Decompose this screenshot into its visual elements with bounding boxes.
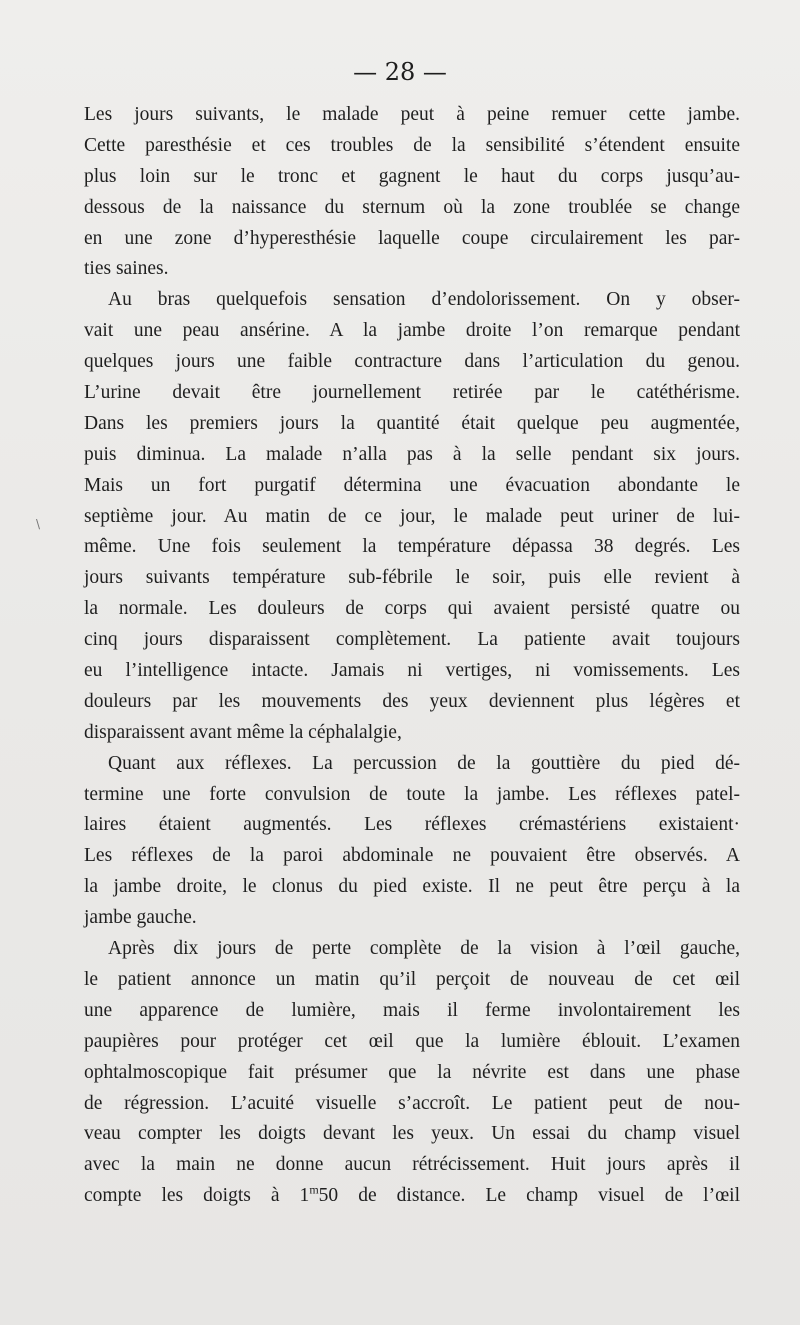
text-line: même. Une fois seulement la température dépassa 38 degrés. Les [84,536,740,558]
text-line: la normale. Les douleurs de corps qui avaient persisté quatre ou [84,598,740,620]
text-line: plus loin sur le tronc et gagnent le haut du corps jusqu’au- [84,165,740,187]
text-line: septième jour. Au matin de ce jour, le malade peut uriner de lui- [84,505,740,527]
text-line: Cette paresthésie et ces troubles de la sensibilité s’étendent ensuite [84,134,740,156]
text-line: jambe gauche. [84,907,197,929]
text-line: avec la main ne donne aucun rétrécissement. Huit jours après il [84,1154,740,1176]
text-line: douleurs par les mouvements des yeux deviennent plus légères et [84,690,740,712]
text-line: ophtalmoscopique fait présumer que la névrite est dans une phase [84,1061,740,1083]
text-line: une apparence de lumière, mais il ferme involontairement les [84,999,740,1021]
text-line: Au bras quelquefois sensation d’endolorissement. On y obser- [108,289,740,311]
text-line: cinq jours disparaissent complètement. La patiente avait toujours [84,629,740,651]
text-line: Dans les premiers jours la quantité était quelque peu augmentée, [84,412,740,434]
text-line: L’urine devait être journellement retirée par le catéthérisme. [84,382,740,404]
body-text [84,100,740,1212]
text-line: puis diminua. La malade n’alla pas à la selle pendant six jours. [84,443,740,465]
text-line: jours suivants température sub-fébrile le soir, puis elle revient à [84,567,740,589]
text-fragment: 50 de distance. Le champ visuel de l’œil [318,1185,740,1207]
text-line: la jambe droite, le clonus du pied existe. Il ne peut être perçu à la [84,876,740,898]
text-line: paupières pour protéger cet œil que la lumière éblouit. L’examen [84,1030,740,1052]
text-line: termine une forte convulsion de toute la jambe. Les réflexes patel- [84,783,740,805]
text-line: le patient annonce un matin qu’il perçoit de nouveau de cet œil [84,968,740,990]
text-line: ties saines. [84,258,169,280]
text-line: veau compter les doigts devant les yeux. Un essai du champ visuel [84,1123,740,1145]
text-line: disparaissent avant même la céphalalgie, [84,721,402,743]
text-line: dessous de la naissance du sternum où la zone troublée se change [84,196,740,218]
text-line: vait une peau ansérine. A la jambe droite l’on remarque pendant [84,320,740,342]
text-line: Les jours suivants, le malade peut à peine remuer cette jambe. [84,104,740,125]
text-line: Les réflexes de la paroi abdominale ne pouvaient être observés. A [84,845,740,867]
text-line: de régression. L’acuité visuelle s’accroît. Le patient peut de nou- [84,1092,740,1114]
text-fragment: compte les doigts à 1 [84,1185,310,1207]
text-line: quelques jours une faible contracture dans l’articulation du genou. [84,351,740,373]
text-line: laires étaient augmentés. Les réflexes crémastériens existaient· [84,814,740,836]
text-line-last [84,1181,740,1212]
text-line: Mais un fort purgatif détermina une évacuation abondante le [84,474,740,496]
text-line: Quant aux réflexes. La percussion de la gouttière du pied dé- [108,752,740,774]
superscript-unit: m [309,1182,319,1197]
text-line: eu l’intelligence intacte. Jamais ni vertiges, ni vomissements. Les [84,660,740,682]
page-number: — 28 — [353,58,447,86]
text-line: en une zone d’hyperesthésie laquelle coupe circulairement les par- [84,227,740,249]
margin-mark: \ [36,517,41,531]
text-line: Après dix jours de perte complète de la vision à l’œil gauche, [108,938,740,960]
